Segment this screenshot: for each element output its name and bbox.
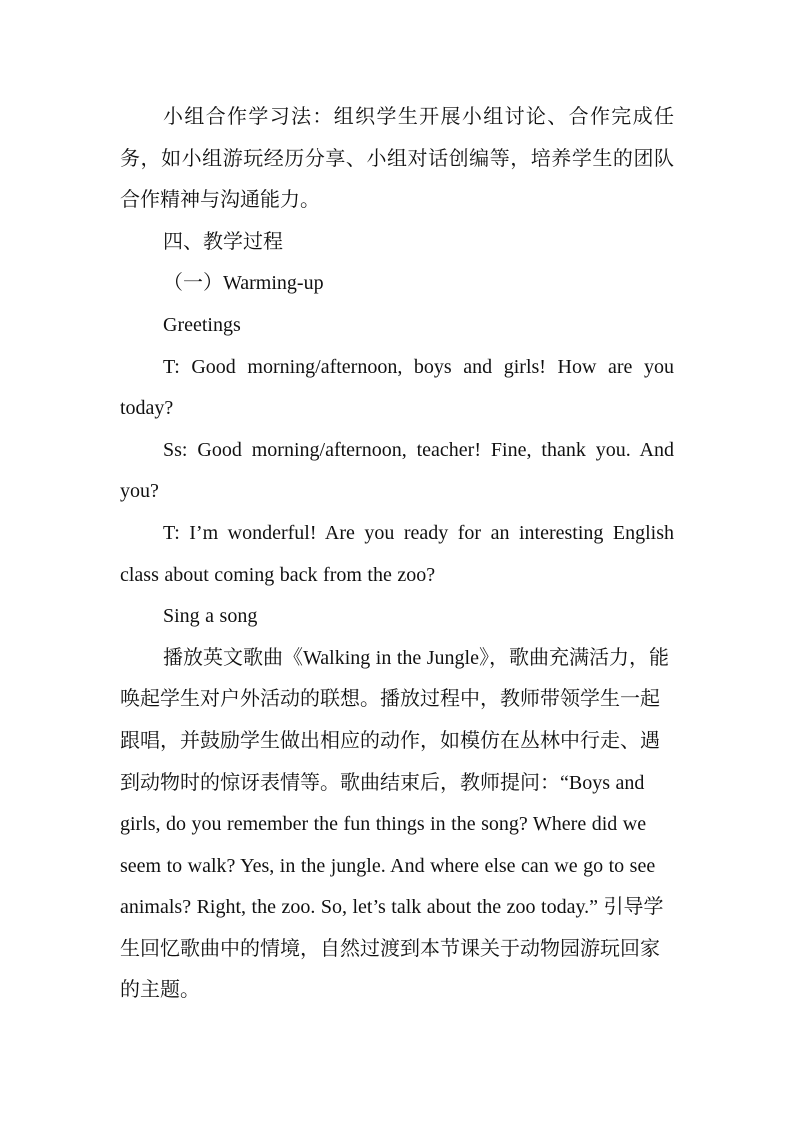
document-body — [120, 97, 674, 1012]
section-heading-teaching-process: 四、教学过程 — [163, 230, 283, 253]
paragraph-group-learning-method: 小组合作学习法：组织学生开展小组讨论、合作完成任务，如小组游玩经历分享、小组对话创编等，培养学生的团队合作精神与沟通能力。 — [120, 106, 674, 212]
paragraph-song-activity: 播放英文歌曲《Walking in the Jungle》，歌曲充满活力，能唤起学生对户外活动的联想。播放过程中，教师带领学生一起跟唱，并鼓励学生做出相应的动作，如模仿在丛林中行走、遇到动物时的惊讶表情等。歌曲结束后，教师提问：“Boys and girls, do you remember the fun things in the song? Where did we seem to walk? Yes, in the jungle. And where else can we go to see animals? Right, the zoo. So, let’s talk about the zoo today.” 引导学生回忆歌曲中的情境，自然过渡到本节课关于动物园游玩回家的主题。 — [120, 646, 669, 1002]
dialogue-line-teacher-question: T: I’m wonderful! Are you ready for an interesting English class about coming back from the zoo? — [120, 521, 674, 586]
subsection-heading-warming-up: （一）Warming-up — [163, 272, 324, 295]
activity-title-sing-a-song: Sing a song — [163, 605, 258, 628]
activity-title-greetings: Greetings — [163, 313, 241, 336]
dialogue-line-teacher-greeting: T: Good morning/afternoon, boys and girls! How are you today? — [120, 355, 674, 420]
dialogue-line-students-response: Ss: Good morning/afternoon, teacher! Fine, thank you. And you? — [120, 438, 674, 503]
